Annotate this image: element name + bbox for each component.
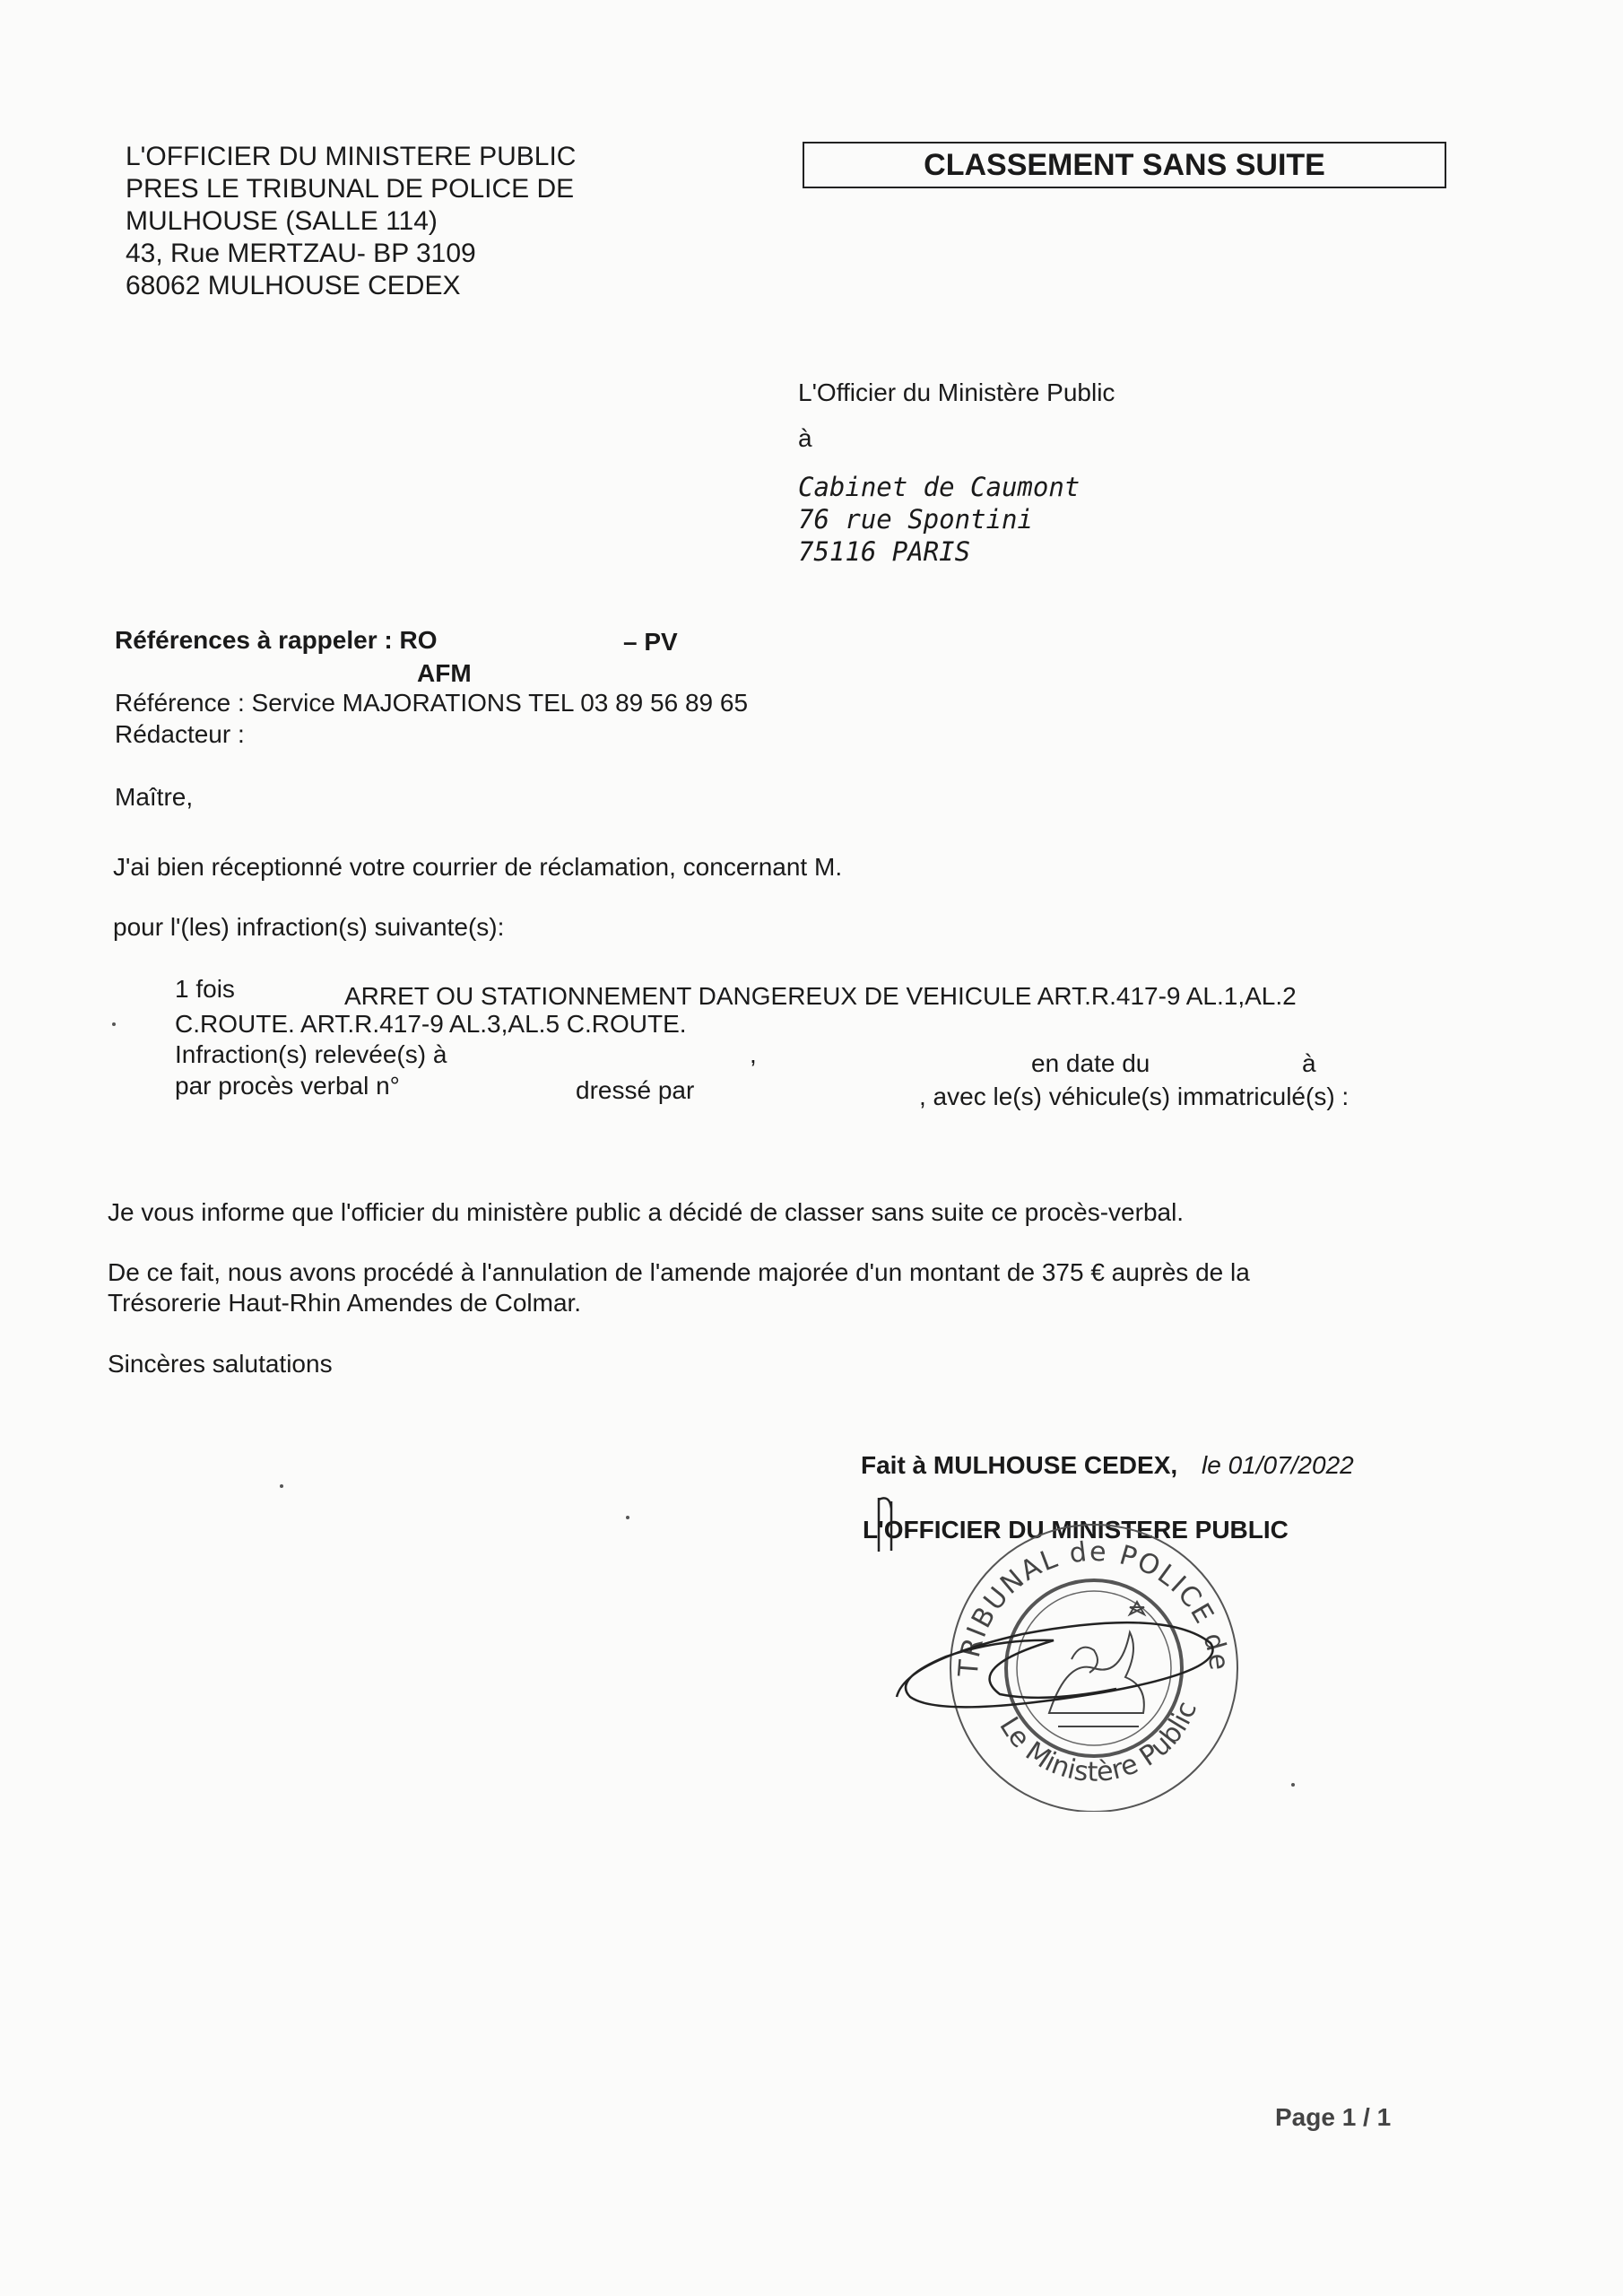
paragraph-annulation-cont: Trésorerie Haut-Rhin Amendes de Colmar. (108, 1289, 582, 1317)
svg-text:Le Ministère Public (993, 1697, 1203, 1788)
references-label: Références à rappeler : RO (115, 626, 438, 654)
reference-service: Référence : Service MAJORATIONS TEL 03 89 56 89 65 (115, 689, 749, 717)
infraction-dresse-label: dressé par (576, 1076, 695, 1104)
sender-block (126, 141, 576, 302)
sender-line: PRES LE TRIBUNAL DE POLICE DE (126, 174, 575, 204)
scan-speck (626, 1516, 629, 1519)
signature-place: Fait à MULHOUSE CEDEX, (861, 1451, 1178, 1479)
sender-line: 68062 MULHOUSE CEDEX (126, 271, 461, 300)
paragraph-decision: Je vous informe que l'officier du ministère public a décidé de classer sans suite ce procès-verbal. (108, 1198, 1185, 1226)
signature-date: le 01/07/2022 (1202, 1451, 1354, 1479)
page-number: Page 1 / 1 (1275, 2103, 1392, 2131)
sender-line: MULHOUSE (SALLE 114) (126, 206, 438, 236)
official-stamp (861, 1489, 1291, 1812)
infraction-count: 1 fois (175, 975, 235, 1003)
infraction-location-label: Infraction(s) relevée(s) à (175, 1040, 447, 1068)
infraction-vehicule-label: , avec le(s) véhicule(s) immatriculé(s) : (919, 1083, 1350, 1110)
scan-speck (112, 1022, 116, 1026)
document-title: CLASSEMENT SANS SUITE (803, 142, 1446, 188)
closing: Sincères salutations (108, 1350, 333, 1378)
recipient-to-word: à (798, 424, 812, 452)
paragraph-reclamation: J'ai bien réceptionné votre courrier de réclamation, concernant M. (113, 853, 843, 881)
sender-line: 43, Rue MERTZAU- BP 3109 (126, 239, 476, 268)
infraction-description: ARRET OU STATIONNEMENT DANGEREUX DE VEHICULE ART.R.417-9 AL.1,AL.2 (344, 982, 1297, 1010)
address-line: 75116 PARIS (798, 536, 971, 567)
stamp-inner-text: Le Ministère Public (993, 1697, 1204, 1788)
infraction-date-label: en date du (1031, 1049, 1150, 1077)
references-pv: – PV (623, 628, 678, 656)
references-afm: AFM (417, 659, 472, 687)
paragraph-infractions-intro: pour l'(les) infraction(s) suivante(s): (113, 913, 505, 941)
scan-speck (1291, 1783, 1295, 1787)
address-line: Cabinet de Caumont (798, 472, 1081, 502)
paragraph-annulation: De ce fait, nous avons procédé à l'annulation de l'amende majorée d'un montant de 375 € auprès de la (108, 1258, 1250, 1286)
scan-speck (280, 1484, 283, 1488)
sender-line: L'OFFICIER DU MINISTERE PUBLIC (126, 142, 577, 171)
recipient-address (798, 471, 1080, 568)
signature-officer: L'OFFICIER DU MINISTERE PUBLIC (863, 1516, 1289, 1544)
recipient-from: L'Officier du Ministère Public (798, 378, 1115, 406)
infraction-comma: , (750, 1040, 757, 1068)
redacteur-label: Rédacteur : (115, 720, 245, 748)
infraction-description-cont: C.ROUTE. ART.R.417-9 AL.3,AL.5 C.ROUTE. (175, 1010, 687, 1038)
stamp-outer-text: TRIBUNAL de POLICE de (952, 1535, 1236, 1678)
infraction-a-word: à (1302, 1049, 1316, 1077)
salutation: Maître, (115, 783, 194, 811)
address-line: 76 rue Spontini (798, 504, 1033, 535)
infraction-pv-label: par procès verbal n° (175, 1072, 400, 1100)
